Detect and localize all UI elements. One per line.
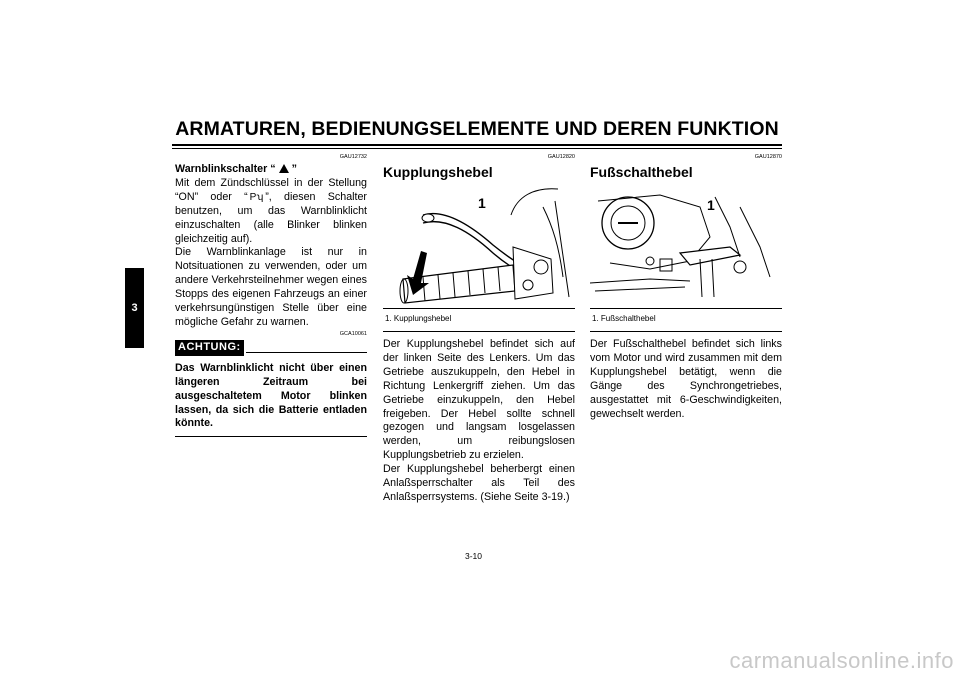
achtung-label: ACHTUNG: xyxy=(175,340,244,356)
clutch-lever-illustration xyxy=(383,187,573,305)
page-title: ARMATUREN, BEDIENUNGSELEMENTE UND DEREN FUNKTION xyxy=(175,118,779,140)
column-warnblinkschalter xyxy=(175,153,367,437)
chapter-tab: 3 xyxy=(125,268,144,348)
header-rule-thin xyxy=(172,148,782,149)
section-code: GCA10061 xyxy=(339,330,367,337)
column-fussschalthebel xyxy=(590,153,782,421)
paragraph: Der Kupplungshebel beherbergt einen Anlaßsperrschalter als Teil des Anlaßsperrsystems. (Siehe Seite 3-19.) xyxy=(383,463,575,503)
section-code: GAU12870 xyxy=(754,154,782,160)
section-heading-warnblinkschalter: Warnblinkschalter “ ” xyxy=(175,163,297,175)
caution-header xyxy=(175,340,367,356)
figure-caption: 1. Kupplungshebel xyxy=(383,308,575,332)
section-heading-kupplungshebel: Kupplungshebel xyxy=(383,164,493,180)
paragraph: Die Warnblinkanlage ist nur in Notsituationen zu verwenden, oder um andere Verkehrsteilnehmer wegen eines Stopps des eigenen Fahrzeugs an einer verkehrsungünstigen Stelle über eine mögliche Gefahr zu warnen. xyxy=(175,246,367,328)
paragraph: Der Fußschalthebel befindet sich links vom Motor und wird zusammen mit dem Kupplungshebel betätigt, wenn die Gänge des Synchrongetriebes, ausgestattet mit 6-Geschwindigkeiten, gewechselt werden. xyxy=(590,338,782,420)
page-header xyxy=(172,118,782,141)
caution-text: Das Warnblinklicht nicht über einen längeren Zeitraum bei ausgeschaltetem Motor blinken lassen, da sich die Batterie entladen könnte. xyxy=(175,362,367,438)
watermark: carmanualsonline.info xyxy=(729,648,954,673)
figure-callout: 1 xyxy=(707,197,715,213)
shift-pedal-illustration xyxy=(590,187,780,305)
hazard-triangle-icon xyxy=(279,164,289,173)
page-number: 3-10 xyxy=(465,551,483,561)
divider xyxy=(246,352,367,353)
paragraph: Mit dem Zündschlüssel in der Stellung “ON” oder “ Pʮ ”, diesen Schalter benutzen, um das Warnblinklicht einzuschalten (alle Blinker blinken gleichzeitig auf). xyxy=(175,176,367,245)
column-kupplungshebel xyxy=(383,153,575,505)
section-code: GAU12820 xyxy=(547,154,575,160)
header-rule xyxy=(172,144,782,146)
parking-key-icon: Pʮ xyxy=(249,191,264,203)
section-code: GAU12732 xyxy=(339,154,367,160)
section-heading-fussschalthebel: Fußschalthebel xyxy=(590,164,693,180)
figure-caption: 1. Fußschalthebel xyxy=(590,308,782,332)
shift-pedal-drawing xyxy=(590,187,780,305)
paragraph: Der Kupplungshebel befindet sich auf der linken Seite des Lenkers. Um das Getriebe auszukuppeln, den Hebel in Richtung Lenkergriff ziehen. Um das Getriebe einzukuppeln, den Hebel freigeben. Der Hebel sollte schnell gezogen und langsam losgelassen werden, um reibungslosen Kupplungsbetrieb zu erzielen. xyxy=(383,338,575,462)
figure-callout: 1 xyxy=(478,195,486,211)
